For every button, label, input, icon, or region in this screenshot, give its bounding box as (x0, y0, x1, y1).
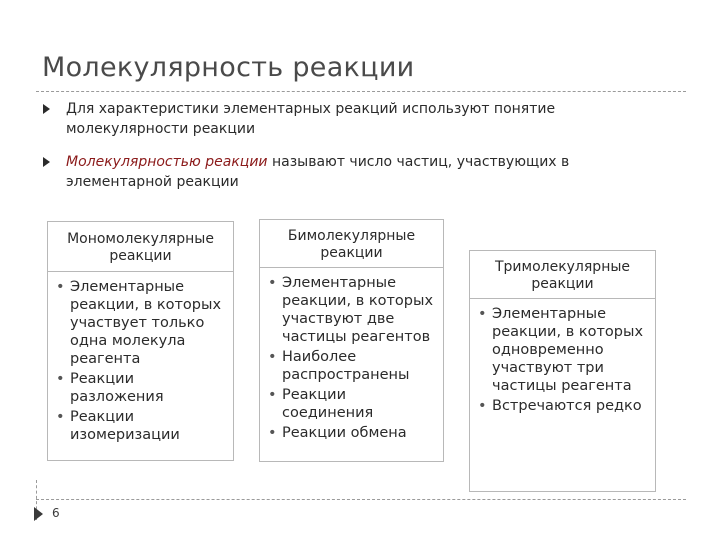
list-item: • Элементарные реакции, в которых участвуют две частицы реагентов (282, 274, 439, 346)
list-item: • Встречаются редко (492, 397, 651, 415)
list-item: • Элементарные реакции, в которых участвует только одна молекула реагента (70, 278, 229, 368)
footer-arrow-icon (34, 507, 43, 521)
box-list (260, 268, 443, 442)
box-list (470, 299, 655, 415)
trimolecular-box (469, 250, 656, 492)
list-item: • Наиболее распространены (282, 348, 439, 384)
box-list (48, 272, 233, 444)
title-divider (36, 91, 686, 92)
box-header: Тримолекулярные реакции (470, 251, 655, 299)
list-item: • Элементарные реакции, в которых одновременно участвуют три частицы реагента (492, 305, 651, 395)
slide-title: Молекулярность реакции (42, 52, 415, 83)
bullet-arrow-icon (43, 157, 50, 167)
bullet-arrow-icon (43, 104, 50, 114)
list-item: • Реакции обмена (282, 424, 439, 442)
bullet-text-2: Молекулярностью реакции называют число частиц, участвующих в элементарной реакции (66, 154, 570, 190)
bimolecular-box (259, 219, 444, 462)
footer-divider (36, 499, 686, 500)
box-header: Мономолекулярные реакции (48, 222, 233, 272)
monomolecular-box (47, 221, 234, 461)
list-item: • Реакции разложения (70, 370, 229, 406)
list-item: • Реакции изомеризации (70, 408, 229, 444)
list-item: • Реакции соединения (282, 386, 439, 422)
molecularity-term: Молекулярностью реакции (66, 154, 268, 170)
bullet-text-1: Для характеристики элементарных реакций используют понятие молекулярности реакции (66, 101, 556, 137)
box-header: Бимолекулярные реакции (260, 220, 443, 268)
page-number: 6 (52, 506, 60, 520)
